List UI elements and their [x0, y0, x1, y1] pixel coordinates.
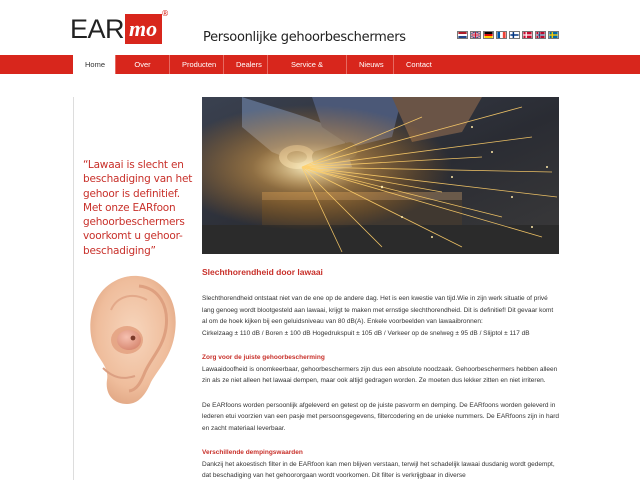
flag-dk-icon[interactable] [522, 31, 533, 39]
grinding-sparks-photo [202, 97, 559, 254]
sidebar-divider [73, 97, 74, 480]
nav-contact[interactable]: Contact [406, 60, 432, 69]
damping-paragraph: Dankzij het akoestisch filter in de EARfoon kan men blijven verstaan, terwijl het schadelijk lawaai dusdanig wordt gedempt, dat beschadiging van het gehoororgaan wordt voorkomen. Dit filter is verkrijgbaar in diverse [202, 460, 555, 479]
nav-home[interactable]: Home [73, 55, 116, 74]
section-title-protection: Zorg voor de juiste gehoorbescherming [202, 354, 325, 361]
logo-accent: mo [125, 14, 162, 44]
registered-mark: ® [161, 9, 170, 18]
earfoon-paragraph: De EARfoons worden persoonlijk afgeleverd en getest op de juiste pasvorm en demping. De EARfoons worden geleverd in lederen etui voorzien van een pasje met persoonsgegevens, filtercodering en de unieke nummers. De EARfoons zijn in hard en zacht materiaal leverbaar. [202, 401, 559, 432]
sidebar-quote: “Lawaai is slecht en beschadiging van het gehoor is definitief. Met onze EARfoon gehoorbeschermers voorkomt u gehoor-beschadiging” [83, 159, 193, 257]
language-selector [457, 31, 559, 39]
site-header [0, 0, 640, 55]
nav-dealers[interactable]: Dealers [224, 55, 268, 74]
ear-with-earplug-image [83, 270, 183, 410]
flag-se-icon[interactable] [548, 31, 559, 39]
flag-fr-icon[interactable] [496, 31, 507, 39]
section-title-damping: Verschillende dempingswaarden [202, 449, 303, 456]
site-tagline: Persoonlijke gehoorbeschermers [203, 30, 406, 45]
flag-nl-icon[interactable] [457, 31, 468, 39]
protection-paragraph: Lawaaidoofheid is onomkeerbaar, gehoorbeschermers zijn dus een absolute noodzaak. Gehoorbeschermers hebben alleen zin als ze niet alleen het lawaai dempen, maar ook altijd gedragen worden. Ze moeten dus lekker zitten en niet irriteren. [202, 365, 558, 384]
nav-over-earmo[interactable]: Over EARmo [116, 55, 170, 74]
flag-gb-icon[interactable] [470, 31, 481, 39]
flag-no-icon[interactable] [535, 31, 546, 39]
nav-service-garantie[interactable]: Service & garantie [268, 55, 347, 74]
main-content [202, 267, 560, 482]
logo-text: EAR [70, 14, 125, 44]
intro-paragraph: Slechthorendheid ontstaat niet van de ene op de andere dag. Het is een kwestie van tijd.Wie in zijn werk situatie of privé lang genoeg wordt blootgesteld aan lawaai, krijgt te maken met ernstige slechthorendheid. Dit is definitief! Dit gevaar komt al om de hoek kijken bij een geluidsniveau van 80 dB(A). Enkele voorbeelden van lawaaibronnen: [202, 295, 554, 325]
page-title: Slechthorendheid door lawaai [202, 267, 323, 277]
nav-producten[interactable]: Producten [170, 55, 224, 74]
main-navigation [73, 55, 438, 88]
flag-de-icon[interactable] [483, 31, 494, 39]
flag-fi-icon[interactable] [509, 31, 520, 39]
nav-nieuws[interactable]: Nieuws [347, 55, 394, 74]
noise-examples: Cirkelzaag ± 110 dB / Boren ± 100 dB Hogedrukspuit ± 105 dB / Verkeer op de snelweg ± 95 dB / Slijptol ± 117 dB [202, 329, 530, 337]
earmo-logo[interactable] [70, 9, 170, 44]
